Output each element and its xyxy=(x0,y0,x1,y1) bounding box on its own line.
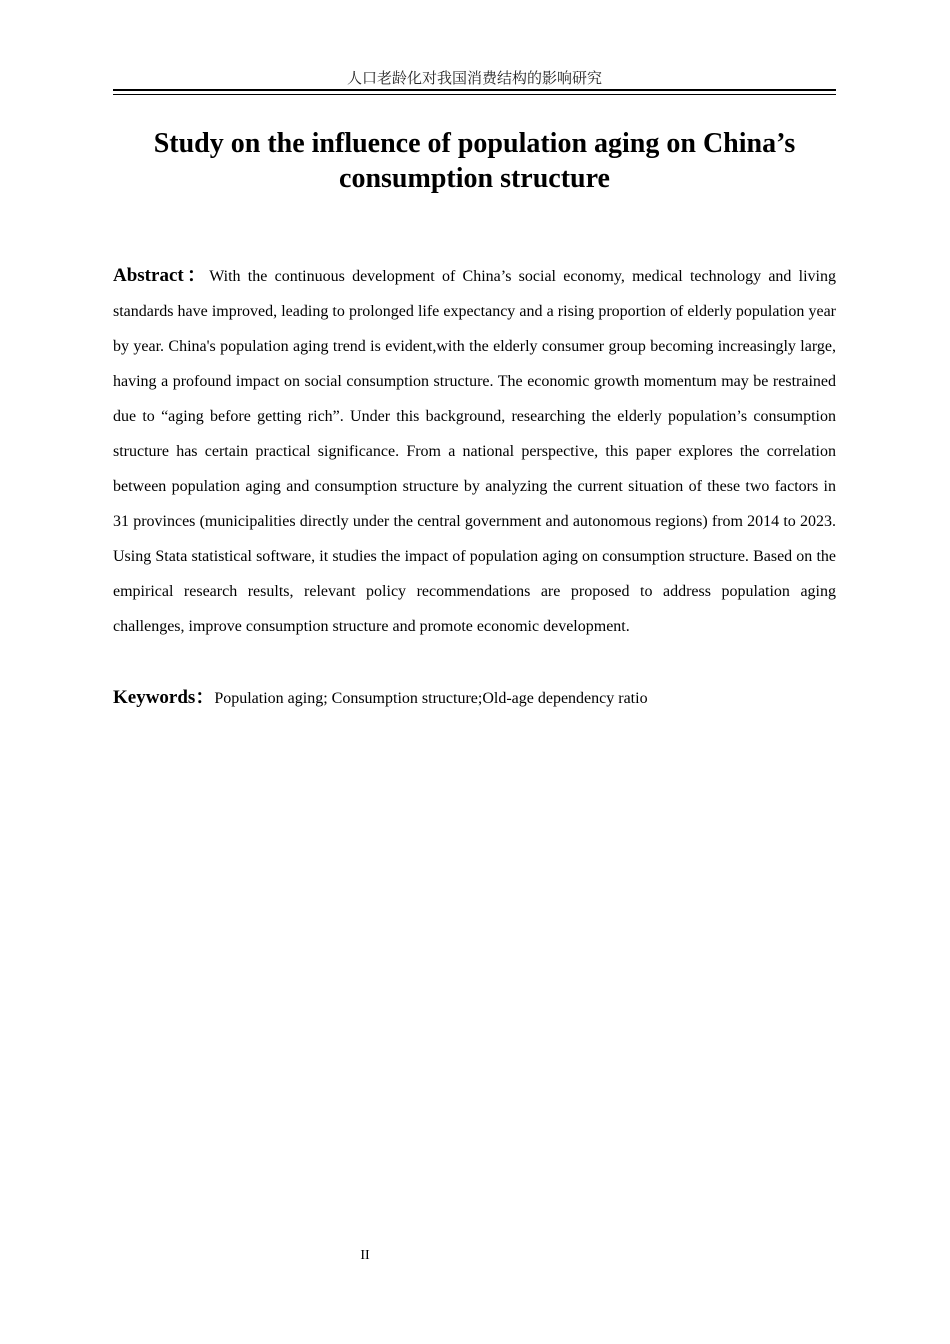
abstract-label: Abstract： xyxy=(113,265,210,286)
keywords-text: Population aging; Consumption structure;Old-age dependency ratio xyxy=(214,690,648,707)
running-header: 人口老龄化对我国消费结构的影响研究 xyxy=(346,69,602,87)
page-number: II xyxy=(360,1248,370,1263)
keywords-label: Keywords： xyxy=(113,687,215,708)
header-rule xyxy=(113,89,836,91)
abstract-text: With the continuous development of China’s social economy, medical technology and living standards have improved, leading to prolonged life expectancy and a rising proportion of elderly population year by year. China's population aging trend is evident,with the elderly consumer group becoming increasingly large, having a profound impact on social consumption structure. The economic growth momentum may be restrained due to “aging before getting rich”. Under this background, researching the elderly population’s consumption structure has certain practical significance. From a national perspective, this paper explores the correlation between population aging and consumption structure by analyzing the current situation of these two factors in 31 provinces (municipalities directly under the central government and autonomous regions) from 2014 to 2023. Using Stata statistical software, it studies the impact of population aging on consumption structure. Based on the empirical research results, relevant policy recommendations are proposed to address population aging challenges, improve consumption structure and promote economic development. xyxy=(113,268,837,635)
paper-title: Study on the influence of population aging on China’s consumption structure xyxy=(153,128,796,194)
keywords-paragraph xyxy=(113,680,836,716)
header-rule-secondary xyxy=(113,94,836,95)
abstract-paragraph xyxy=(113,258,836,644)
